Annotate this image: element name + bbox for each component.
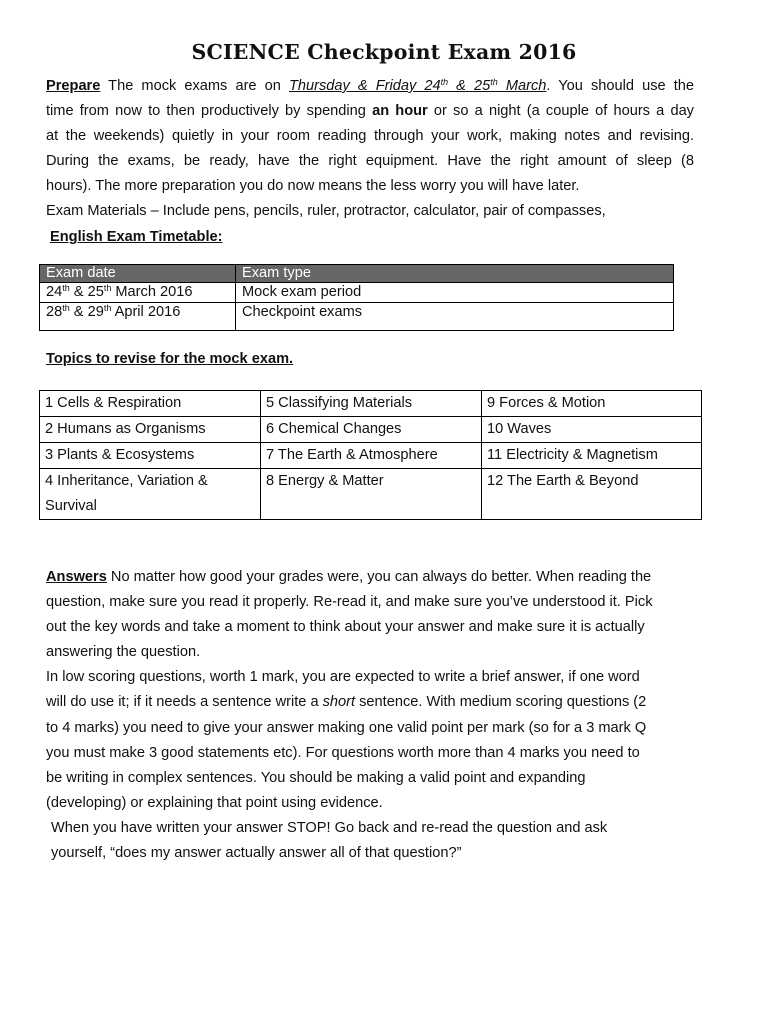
column-header-exam-date: Exam date xyxy=(40,265,236,283)
answers-line-4: answering the question. xyxy=(46,644,201,661)
answers-line-5: In low scoring questions, worth 1 mark, you are expected to write a brief answer, if one word xyxy=(46,669,640,686)
prepare-label: Prepare xyxy=(46,78,101,94)
superscript: th xyxy=(103,303,112,313)
date-text: Thursday & Friday 24 xyxy=(288,78,441,94)
topic-cell: 1 Cells & Respiration xyxy=(40,391,261,417)
answers-line-6 xyxy=(46,690,696,715)
superscript: th xyxy=(440,77,449,87)
table-row xyxy=(40,469,702,520)
topic-cell: 6 Chemical Changes xyxy=(261,417,482,443)
topics-heading: Topics to revise for the mock exam. xyxy=(46,351,294,367)
topic-cell: 9 Forces & Motion xyxy=(482,391,702,417)
prepare-line-6: Exam Materials – Include pens, pencils, ruler, protractor, calculator, pair of compasses, xyxy=(46,203,606,220)
table-row xyxy=(40,303,674,331)
prepare-text: The mock exams are on xyxy=(100,78,289,94)
answers-line-11: When you have written your answer STOP! Go back and re-read the question and ask xyxy=(51,819,608,836)
topic-cell: 5 Classifying Materials xyxy=(261,391,482,417)
answers-line-3: out the key words and take a moment to think about your answer and make sure it is actually xyxy=(46,619,645,636)
answers-text: sentence. With medium scoring questions (2 xyxy=(355,694,647,711)
exam-type-cell: Checkpoint exams xyxy=(236,303,674,331)
topic-cell: 7 The Earth & Atmosphere xyxy=(261,443,482,469)
timetable-table xyxy=(39,264,674,331)
topic-cell: 2 Humans as Organisms xyxy=(40,417,261,443)
answers-line-9: be writing in complex sentences. You should be making a valid point and expanding xyxy=(46,769,586,786)
topic-cell: 12 The Earth & Beyond xyxy=(482,469,702,520)
date-part: & 25 xyxy=(69,284,104,300)
prepare-line-1 xyxy=(46,74,694,99)
topic-cell xyxy=(40,469,261,520)
table-row xyxy=(40,283,674,303)
superscript: th xyxy=(62,303,70,313)
emphasis-text: an hour xyxy=(372,103,428,120)
date-part: March 2016 xyxy=(111,284,193,300)
answers-line-2: question, make sure you read it properly. Re-read it, and make sure you’ve understood it. Pick xyxy=(46,594,653,611)
prepare-text: time from now to then productively by spending xyxy=(46,103,373,120)
superscript: th xyxy=(62,283,70,293)
table-row xyxy=(40,417,702,443)
exam-date-cell xyxy=(40,303,236,331)
prepare-paragraph xyxy=(46,74,694,225)
date-text: & 25 xyxy=(448,78,491,94)
page-title: SCIENCE Checkpoint Exam 2016 xyxy=(191,40,577,64)
date-part: 28 xyxy=(46,304,63,320)
topics-table xyxy=(39,390,702,520)
date-part: & 29 xyxy=(69,304,104,320)
prepare-line-3: at the weekends) quietly in your room reading through your work, making notes and revising. xyxy=(46,128,694,145)
timetable-heading: English Exam Timetable: xyxy=(50,229,223,245)
prepare-line-4: During the exams, be ready, have the right equipment. Have the right amount of sleep (8 xyxy=(46,153,694,170)
prepare-line-2 xyxy=(46,99,694,124)
emphasis-text: short xyxy=(322,694,356,711)
date-part: 24 xyxy=(46,284,63,300)
answers-paragraph xyxy=(46,565,696,866)
prepare-text: . You should use the xyxy=(546,78,695,94)
table-row xyxy=(40,391,702,417)
prepare-text: or so a night (a couple of hours a day xyxy=(427,103,694,120)
mock-exam-dates xyxy=(289,78,546,94)
answers-text: No matter how good your grades were, you can always do better. When reading the xyxy=(106,569,652,585)
answers-line-8: you must make 3 good statements etc). For questions worth more than 4 marks you need to xyxy=(46,744,640,761)
column-header-exam-type: Exam type xyxy=(236,265,674,283)
date-text: March xyxy=(497,78,547,94)
topic-cell: 10 Waves xyxy=(482,417,702,443)
date-part: April 2016 xyxy=(111,304,181,320)
table-row xyxy=(40,443,702,469)
prepare-line-5: hours). The more preparation you do now means the less worry you will have later. xyxy=(46,178,580,195)
topic-cell: 8 Energy & Matter xyxy=(261,469,482,520)
topic-cell: 3 Plants & Ecosystems xyxy=(40,443,261,469)
answers-line-7: to 4 marks) you need to give your answer making one valid point per mark (so for a 3 mark Q xyxy=(46,719,647,736)
answers-label: Answers xyxy=(46,569,107,585)
superscript: th xyxy=(103,283,112,293)
answers-line-10: (developing) or explaining that point using evidence. xyxy=(46,794,383,811)
exam-type-cell: Mock exam period xyxy=(236,283,674,303)
superscript: th xyxy=(490,77,498,87)
table-header-row xyxy=(40,265,674,283)
answers-text: will do use it; if it needs a sentence write a xyxy=(46,694,323,711)
topic-text: 4 Inheritance, Variation & xyxy=(45,473,208,489)
topic-cell: 11 Electricity & Magnetism xyxy=(482,443,702,469)
answers-line-1 xyxy=(46,565,696,590)
topic-text: Survival xyxy=(45,498,97,514)
exam-date-cell xyxy=(40,283,236,303)
answers-line-12: yourself, “does my answer actually answer all of that question?” xyxy=(51,845,462,862)
